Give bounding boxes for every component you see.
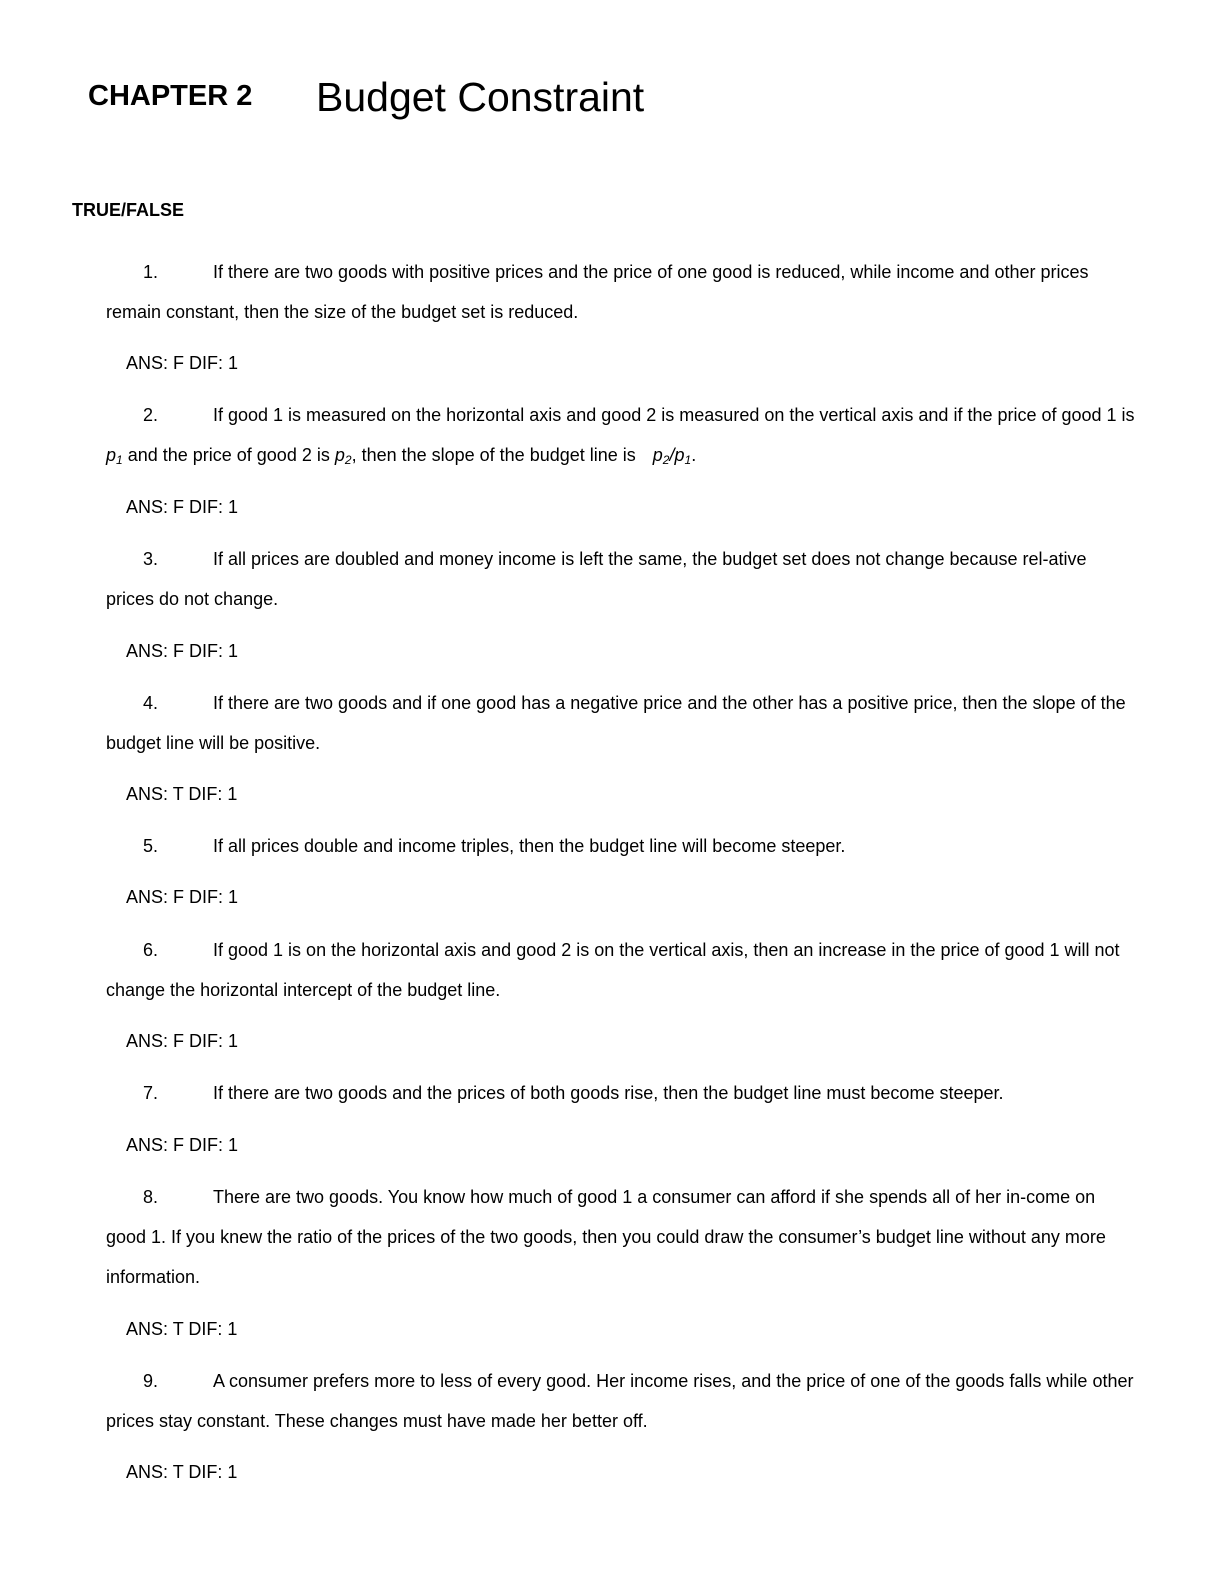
question-5	[106, 826, 1136, 866]
question-text: A consumer prefers more to less of every good. Her income rises, and the price of one of the goods falls while other prices stay constant. These changes must have made her better off.	[106, 1371, 1134, 1431]
answer-7: ANS: F DIF: 1	[126, 1135, 239, 1155]
answer-1: ANS: F DIF: 1	[126, 353, 239, 373]
question-number: 4.	[143, 693, 159, 713]
question-text: If all prices are doubled and money income is left the same, the budget set does not change because rel-ative prices do not change.	[106, 549, 1087, 609]
question-1	[106, 252, 1136, 332]
price-p1: $p_1$	[106, 445, 123, 467]
price-p2: $p_2$	[334, 445, 352, 467]
question-3	[106, 539, 1136, 619]
question-text: If there are two goods and if one good has a negative price and the other has a positive price, then the slope of the budget line will be positive.	[106, 693, 1126, 753]
question-4	[106, 683, 1136, 763]
question-9	[106, 1361, 1136, 1441]
question-text: If there are two goods and the prices of both goods rise, then the budget line must become steeper.	[213, 1083, 1004, 1103]
question-number: 7.	[143, 1083, 159, 1103]
question-number: 9.	[143, 1371, 159, 1391]
question-text: , then the slope of the budget line is	[351, 445, 641, 465]
answer-6: ANS: F DIF: 1	[126, 1031, 239, 1051]
question-text: If good 1 is measured on the horizontal axis and good 2 is measured on the vertical axis and if the price of good 1 is	[213, 405, 1135, 425]
answer-2: ANS: F DIF: 1	[126, 497, 239, 517]
question-6	[106, 930, 1136, 1010]
question-number: 1.	[143, 262, 159, 282]
question-text: If all prices double and income triples, then the budget line will become steeper.	[213, 836, 846, 856]
question-text: and the price of good 2 is	[122, 445, 335, 465]
question-number: 3.	[143, 549, 159, 569]
question-number: 6.	[143, 940, 159, 960]
chapter-label: CHAPTER 2	[88, 80, 253, 112]
question-number: 2.	[143, 405, 159, 425]
chapter-title: Budget Constraint	[316, 74, 645, 120]
answer-4: ANS: T DIF: 1	[126, 784, 238, 804]
section-heading: TRUE/FALSE	[72, 200, 185, 220]
question-number: 5.	[143, 836, 159, 856]
answer-5: ANS: F DIF: 1	[126, 887, 239, 907]
question-text: If there are two goods with positive prices and the price of one good is reduced, while income and other prices remain constant, then the size of the budget set is reduced.	[106, 262, 1089, 322]
slope-ratio: $p_2/p_1$	[652, 445, 692, 467]
answer-3: ANS: F DIF: 1	[126, 641, 239, 661]
answer-9: ANS: T DIF: 1	[126, 1462, 238, 1482]
question-text: There are two goods. You know how much of good 1 a consumer can afford if she spends all of her in-come on good 1. If you knew the ratio of the prices of the two goods, then you could draw the consumer’s budget line without any more information.	[106, 1187, 1106, 1287]
question-text: If good 1 is on the horizontal axis and good 2 is on the vertical axis, then an increase in the price of good 1 will not change the horizontal intercept of the budget line.	[106, 940, 1120, 1000]
question-text: .	[691, 445, 697, 465]
question-8	[106, 1177, 1136, 1297]
question-number: 8.	[143, 1187, 159, 1207]
question-7	[106, 1073, 1136, 1113]
answer-8: ANS: T DIF: 1	[126, 1319, 238, 1339]
question-2	[106, 395, 1136, 475]
